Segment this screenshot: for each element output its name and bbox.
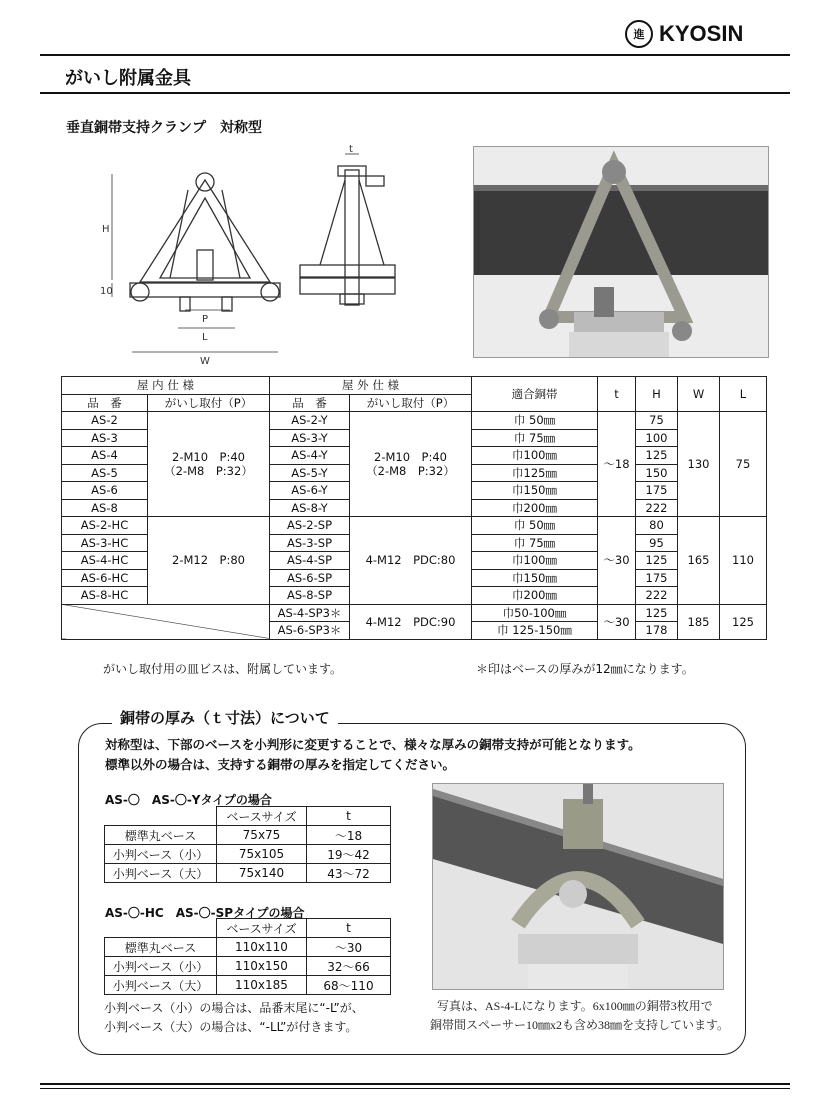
table-cell: 巾200㎜ [472,587,598,605]
table-cell: 75 [636,412,678,430]
dim-w-label: W [200,356,210,365]
table-cell: AS-8-HC [62,587,148,605]
table-cell: 巾 125-150㎜ [472,622,598,640]
table-cell: 巾50-100㎜ [472,604,598,622]
clamp-drawing [100,140,400,365]
mount-outdoor-g3: 4-M12 PDC:90 [350,604,472,639]
company-logo [625,20,743,48]
dim-t-label: t [349,144,353,155]
table-cell: AS-4-SP [270,552,350,570]
footer-rule-1 [40,1083,790,1085]
t-g3: ～30 [598,604,636,639]
table-cell: 巾100㎜ [472,447,598,465]
group-outdoor: 屋 外 仕 様 [270,377,472,395]
table-cell: 222 [636,499,678,517]
col-band: 適合銅帯 [472,377,598,412]
l-g2: 110 [720,517,767,605]
l-g1: 75 [720,412,767,517]
table-cell: AS-2-SP [270,517,350,535]
table-cell: 110x150 [217,957,307,976]
table-cell: 小判ベース（大） [105,976,217,995]
table-cell: 100 [636,429,678,447]
page-title: がいし附属金具 [65,68,191,89]
table-cell: 125 [636,447,678,465]
product-photo [473,146,769,358]
col-base-size: ベースサイズ [217,807,307,826]
col-w: W [678,377,720,412]
table-cell: 巾 50㎜ [472,412,598,430]
table-cell: AS-5-Y [270,464,350,482]
table-cell: 巾150㎜ [472,569,598,587]
table-cell: 巾 75㎜ [472,534,598,552]
dim-10-label: 10 [100,286,113,297]
col-h: H [636,377,678,412]
table-cell: 95 [636,534,678,552]
title-rule [40,92,790,94]
col-part-indoor: 品 番 [62,394,148,412]
table-cell: 巾100㎜ [472,552,598,570]
t-g1: ～18 [598,412,636,517]
table-cell: 178 [636,622,678,640]
table-cell: 32～66 [307,957,391,976]
table-cell: AS-8-Y [270,499,350,517]
base-table-1 [104,806,391,883]
table-cell: 75x75 [217,826,307,845]
table-cell: 175 [636,482,678,500]
table-cell: AS-3-HC [62,534,148,552]
col-part-outdoor: 品 番 [270,394,350,412]
mount-outdoor-g1: 2-M10 P:40 （2-M8 P:32） [350,412,472,517]
table-cell [105,919,217,938]
col-base-size: ベースサイズ [217,919,307,938]
dim-l-label: L [202,332,208,343]
section-title: 垂直銅帯支持クランプ 対称型 [66,120,262,136]
thickness-para-1: 対称型は、下部のベースを小判形に変更することで、様々な厚みの銅帯支持が可能となります。 [105,737,641,752]
col-t: t [307,807,391,826]
w-g1: 130 [678,412,720,517]
table-cell [105,807,217,826]
table-cell: AS-6-SP3＊ [270,622,350,640]
table-cell: AS-4-SP3＊ [270,604,350,622]
suffix-note-1: 小判ベース（小）の場合は、品番末尾に“-L”が、 [104,1001,364,1015]
note-screws: がいし取付用の皿ビスは、附属しています。 [103,662,343,676]
table-cell: 110x185 [217,976,307,995]
w-g3: 185 [678,604,720,639]
table-cell: ～18 [307,826,391,845]
table-cell: AS-3-Y [270,429,350,447]
mount-outdoor-g2: 4-M12 PDC:80 [350,517,472,605]
spec-table [61,376,767,640]
table-cell: AS-4-Y [270,447,350,465]
l-g3: 125 [720,604,767,639]
table-cell: 19～42 [307,845,391,864]
thickness-para-2: 標準以外の場合は、支持する銅帯の厚みを指定してください。 [105,757,456,772]
table-cell: 巾200㎜ [472,499,598,517]
base-table-2-heading: AS-〇-HC AS-〇-SPタイプの場合 [105,906,305,920]
table-cell: 43～72 [307,864,391,883]
col-l: L [720,377,767,412]
table-cell: AS-8 [62,499,148,517]
table-cell: 小判ベース（大） [105,864,217,883]
table-cell: 小判ベース（小） [105,957,217,976]
table-cell: 巾125㎜ [472,464,598,482]
mount-indoor-g1: 2-M10 P:40 （2-M8 P:32） [148,412,270,517]
table-cell: 巾150㎜ [472,482,598,500]
footer-rule-2 [40,1088,790,1089]
table-cell: 標準丸ベース [105,826,217,845]
t-g2: ～30 [598,517,636,605]
base-table-2 [104,918,391,995]
table-cell: AS-2-HC [62,517,148,535]
table-cell: 110x110 [217,938,307,957]
table-cell: 175 [636,569,678,587]
col-t: t [307,919,391,938]
photo-caption-1: 写真は、AS-4-Lになります。6x100㎜の銅帯3枚用で [437,999,713,1013]
base-table-1-heading: AS-〇 AS-〇-Yタイプの場合 [105,793,272,807]
brand-name: KYOSIN [659,21,744,46]
table-cell: ～30 [307,938,391,957]
col-t: t [598,377,636,412]
table-cell: 標準丸ベース [105,938,217,957]
note-base-thickness: ＊印はベースの厚みが12㎜になります。 [476,662,694,676]
table-cell: AS-3-SP [270,534,350,552]
table-cell: 222 [636,587,678,605]
table-cell: AS-4-HC [62,552,148,570]
table-cell: AS-2-Y [270,412,350,430]
table-cell: AS-6 [62,482,148,500]
table-cell: AS-6-HC [62,569,148,587]
table-cell: 75x140 [217,864,307,883]
table-cell: AS-6-Y [270,482,350,500]
table-cell: 125 [636,604,678,622]
table-cell: 150 [636,464,678,482]
table-cell: AS-3 [62,429,148,447]
dim-p-label: P [202,314,209,325]
table-cell: 巾 50㎜ [472,517,598,535]
suffix-note-2: 小判ベース（大）の場合は、“-LL”が付きます。 [104,1020,358,1034]
table-cell: AS-2 [62,412,148,430]
product-photo-2 [432,783,724,990]
mount-indoor-g2: 2-M12 P:80 [148,517,270,605]
dim-h-label: H [102,224,110,235]
top-rule [40,54,790,56]
table-cell: 小判ベース（小） [105,845,217,864]
col-mount-indoor: がいし取付（P） [148,394,270,412]
table-cell: AS-6-SP [270,569,350,587]
table-cell: 68～110 [307,976,391,995]
group-indoor: 屋 内 仕 様 [62,377,270,395]
logo-mark-icon: 進 [625,20,653,48]
w-g2: 165 [678,517,720,605]
table-cell: 巾 75㎜ [472,429,598,447]
col-mount-outdoor: がいし取付（P） [350,394,472,412]
table-cell: AS-8-SP [270,587,350,605]
table-cell: 80 [636,517,678,535]
thickness-title: 銅帯の厚み（ｔ寸法）について [112,707,338,728]
empty-indoor-g3 [62,604,270,639]
table-cell: 75x105 [217,845,307,864]
photo-caption-2: 銅帯間スペーサー10㎜x2も含め38㎜を支持しています。 [430,1018,730,1032]
table-cell: 125 [636,552,678,570]
table-cell: AS-4 [62,447,148,465]
table-cell: AS-5 [62,464,148,482]
